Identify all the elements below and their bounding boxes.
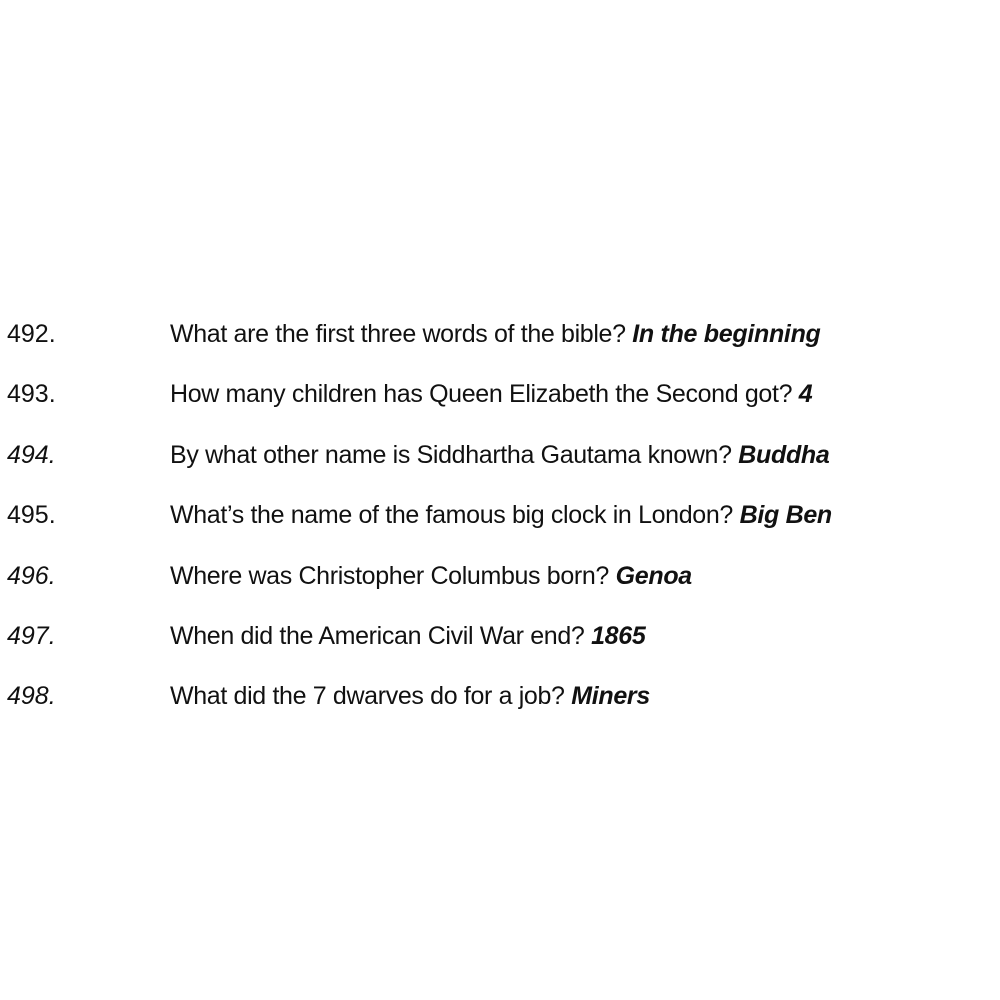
question-text-block (170, 608, 645, 664)
question-number: 496. (7, 561, 56, 590)
quiz-item-496 (0, 548, 1000, 608)
quiz-question-list (0, 306, 1000, 729)
question-number: 497. (7, 621, 56, 650)
question-text-block (170, 306, 821, 362)
question-number: 494. (7, 440, 56, 469)
question-text: Where was Christopher Columbus born? (170, 561, 609, 590)
answer-text: Big Ben (739, 501, 832, 530)
question-text: What’s the name of the famous big clock in London? (170, 501, 733, 530)
question-text: By what other name is Siddhartha Gautama known? (170, 440, 732, 469)
quiz-item-495 (0, 487, 1000, 547)
question-text: When did the American Civil War end? (170, 621, 585, 650)
question-number: 495. (7, 501, 56, 530)
question-text-block (170, 548, 692, 604)
quiz-item-492 (0, 306, 1000, 366)
question-number: 492. (7, 320, 56, 348)
answer-text: Miners (571, 682, 650, 711)
question-text: What are the first three words of the bible? (170, 320, 626, 348)
question-number: 493. (7, 380, 56, 409)
question-number: 498. (7, 682, 56, 711)
quiz-item-497 (0, 608, 1000, 668)
answer-text: Buddha (738, 440, 830, 469)
question-text: How many children has Queen Elizabeth the Second got? (170, 380, 793, 409)
answer-text: 1865 (591, 621, 646, 650)
answer-text: Genoa (615, 561, 692, 590)
answer-text: 4 (798, 380, 813, 409)
question-text-block (170, 427, 830, 483)
question-text-block (170, 487, 832, 543)
question-text: What did the 7 dwarves do for a job? (170, 682, 565, 711)
question-text-block (170, 366, 812, 422)
answer-text: In the beginning (632, 320, 821, 348)
quiz-item-493 (0, 366, 1000, 426)
quiz-item-498 (0, 668, 1000, 728)
question-text-block (170, 668, 650, 724)
quiz-item-494 (0, 427, 1000, 487)
